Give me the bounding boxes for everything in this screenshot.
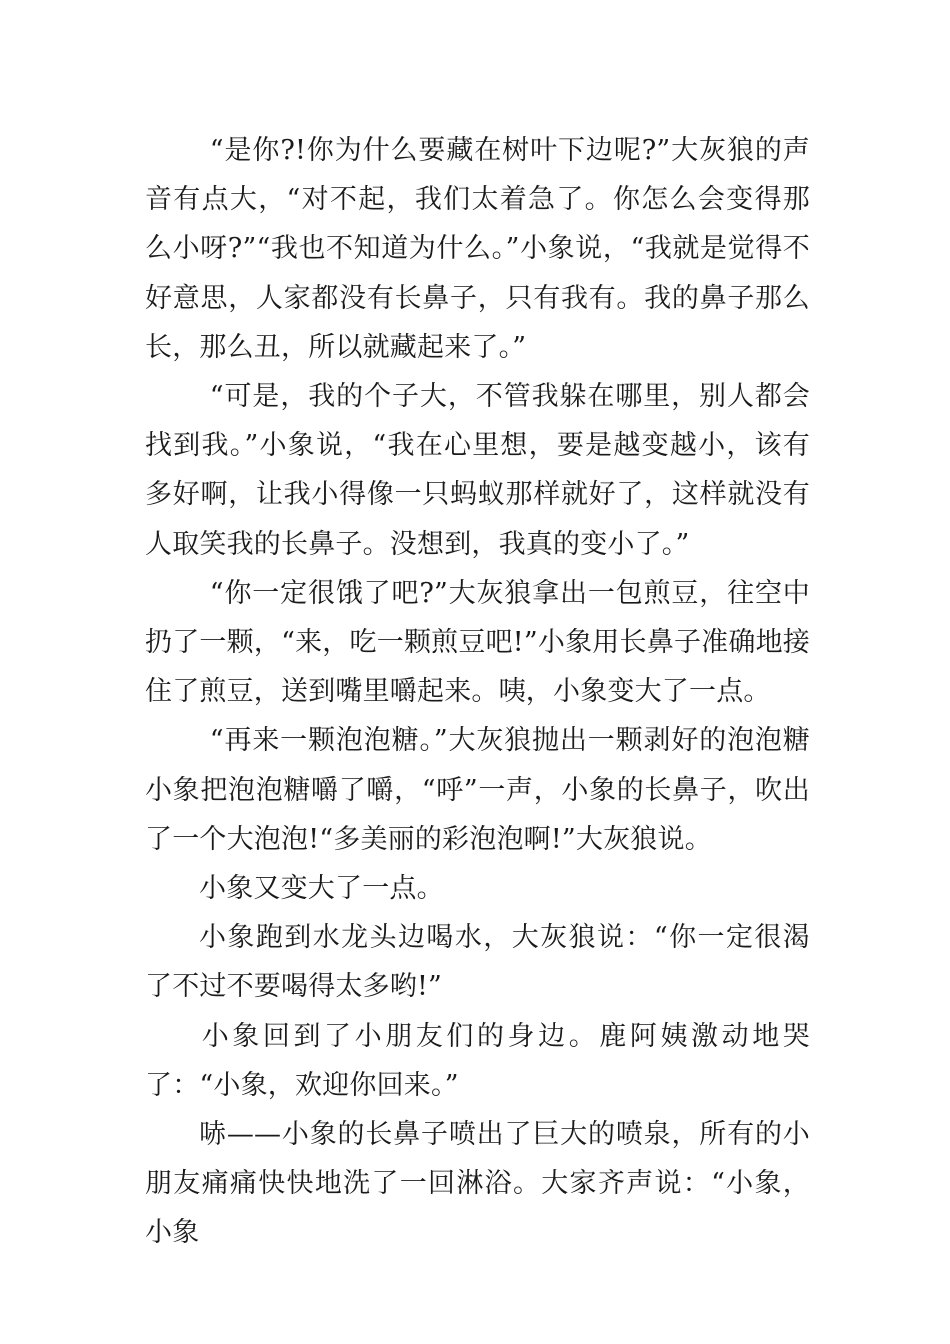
- paragraph-7: 小象回到了小朋友们的身边。鹿阿姨激动地哭了：“小象，欢迎你回来。”: [145, 1020, 810, 1101]
- paragraph-4: “再来一颗泡泡糖。”大灰狼抛出一颗剥好的泡泡糖小象把泡泡糖嚼了嚼，“呼”一声，小象的长鼻子，吹出了一个大泡泡!“多美丽的彩泡泡啊!”大灰狼说。: [145, 725, 810, 855]
- paragraph-1: “是你?!你为什么要藏在树叶下边呢?”大灰狼的声音有点大，“对不起，我们太着急了。你怎么会变得那么小呀?”“我也不知道为什么。”小象说，“我就是觉得不好意思，人家都没有长鼻子，只有我有。我的鼻子那么长，那么丑，所以就藏起来了。”: [145, 135, 810, 363]
- paragraph-5: 小象又变大了一点。: [199, 873, 444, 905]
- paragraph-3: “你一定很饿了吧?”大灰狼拿出一包煎豆，往空中扔了一颗，“来，吃一颗煎豆吧!”小象用长鼻子准确地接住了煎豆，送到嘴里嚼起来。咦，小象变大了一点。: [145, 577, 810, 708]
- paragraph-2: “可是，我的个子大，不管我躲在哪里，别人都会找到我。”小象说，“我在心里想，要是越变越小，该有多好啊，让我小得像一只蚂蚁那样就好了，这样就没有人取笑我的长鼻子。没想到，我真的变小了。”: [145, 381, 810, 560]
- story-text: [145, 126, 810, 1258]
- paragraph-8: 哧——小象的长鼻子喷出了巨大的喷泉，所有的小朋友痛痛快快地洗了一回淋浴。大家齐声说：“小象，小象: [145, 1119, 810, 1249]
- paragraph-6: 小象跑到水龙头边喝水，大灰狼说：“你一定很渴了不过不要喝得太多哟!”: [145, 922, 810, 1003]
